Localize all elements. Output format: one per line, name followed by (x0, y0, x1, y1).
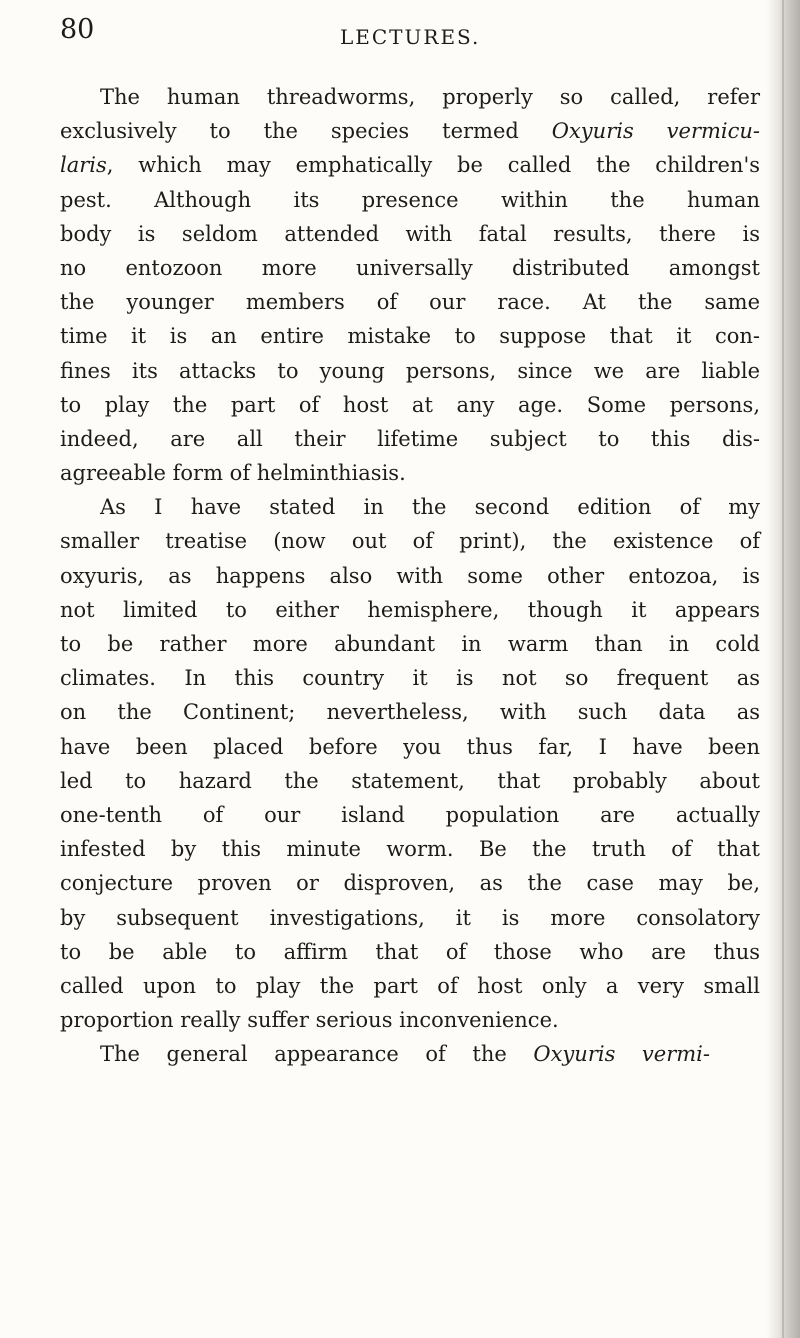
page-number: 80 (60, 14, 95, 45)
text-line: The general appearance of the Oxyuris vermi- (100, 1042, 710, 1067)
text-line: fines its attacks to young persons, since we are liable (60, 358, 760, 383)
body-text (60, 80, 760, 1071)
page-edge-line (782, 0, 784, 1338)
text-line: climates. In this country it is not so frequent as (60, 666, 760, 691)
text-line: smaller treatise (now out of print), the existence of (60, 529, 760, 554)
text-line: one-tenth of our island population are actually (60, 802, 760, 827)
text-line: the younger members of our race. At the same (60, 290, 760, 315)
text-line: to be able to affirm that of those who are thus (60, 939, 760, 964)
text-line: have been placed before you thus far, I have been (60, 734, 760, 759)
text-line: indeed, are all their lifetime subject to this dis- (60, 426, 760, 451)
text-line: no entozoon more universally distributed amongst (60, 255, 760, 280)
text-line: led to hazard the statement, that probably about (60, 768, 760, 793)
italic-term: laris (60, 153, 107, 178)
text-line: time it is an entire mistake to suppose that it con- (60, 324, 760, 349)
page-header (60, 12, 760, 52)
text-line: exclusively to the species termed Oxyuris vermicu- (60, 119, 760, 144)
text-line: oxyuris, as happens also with some other entozoa, is (60, 563, 760, 588)
running-head: LECTURES. (340, 25, 481, 49)
italic-term: Oxyuris vermicu- (551, 119, 760, 144)
text-line: pest. Although its presence within the human (60, 187, 760, 212)
text-line: not limited to either hemisphere, though it appears (60, 597, 760, 622)
text-line: agreeable form of helminthiasis. (60, 461, 406, 486)
text-line: called upon to play the part of host only a very small (60, 973, 760, 998)
text-line: proportion really suffer serious inconvenience. (60, 1008, 559, 1033)
text-line: conjecture proven or disproven, as the case may be, (60, 871, 760, 896)
text-line: by subsequent investigations, it is more consolatory (60, 905, 760, 930)
text-line: As I have stated in the second edition of my (100, 495, 760, 520)
text-line: The human threadworms, properly so called, refer (100, 85, 760, 109)
text-line: body is seldom attended with fatal results, there is (60, 221, 760, 246)
text-line: to be rather more abundant in warm than in cold (60, 632, 760, 656)
italic-term: Oxyuris vermi- (533, 1042, 710, 1067)
text-line: to play the part of host at any age. Some persons, (60, 392, 760, 417)
text-line: infested by this minute worm. Be the truth of that (60, 837, 760, 862)
text-line: on the Continent; nevertheless, with such data as (60, 700, 760, 725)
text-line: laris, which may emphatically be called the children's (60, 153, 760, 178)
